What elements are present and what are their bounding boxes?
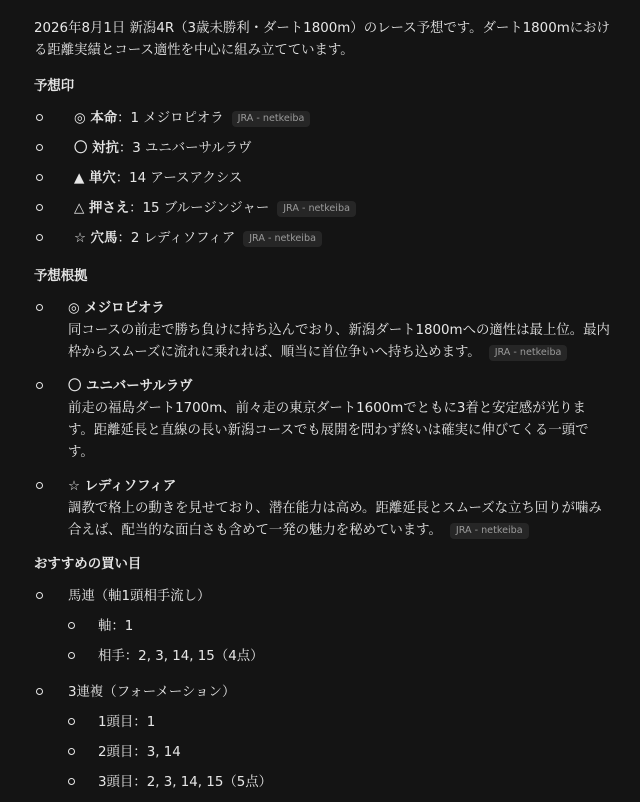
mark-item: ☆ 穴馬：2 レディソフィア JRA - netkeiba	[34, 228, 610, 258]
mark-value: 1 メジロピオラ	[130, 111, 224, 126]
source-chip[interactable]: JRA - netkeiba	[489, 345, 568, 361]
reason-text-block	[68, 320, 610, 364]
bullet-icon	[36, 174, 43, 181]
bullet-icon	[68, 622, 75, 629]
mark-label: ▲ 単穴	[74, 171, 116, 186]
reason-title: ◎ メジロピオラ	[68, 301, 165, 316]
bet-sub-text: 軸：1	[98, 619, 134, 634]
source-chip[interactable]: JRA - netkeiba	[277, 201, 356, 217]
reason-text: 同コースの前走で勝ち負けに持ち込んでおり、新潟ダート1800mへの適性は最上位。最内枠からスムーズに流れに乗れれば、順当に首位争いへ持ち込めます。	[68, 323, 610, 360]
bet-sub-item	[34, 646, 610, 676]
bullet-icon	[36, 144, 43, 151]
intro-paragraph: 2026年8月1日 新潟4R（3歳未勝利・ダート1800m）のレース予想です。ダート1800mにおける距離実績とコース適性を中心に組み立てています。	[34, 21, 610, 58]
bullet-icon	[36, 382, 43, 389]
reasons-list	[34, 298, 610, 542]
bet-label: 馬連（軸1頭相手流し）	[68, 589, 211, 604]
bullet-icon	[36, 304, 43, 311]
bullet-icon	[68, 778, 75, 785]
bullet-icon	[68, 652, 75, 659]
bullet-icon	[36, 204, 43, 211]
bets-list	[34, 586, 610, 802]
reasons-heading: 予想根拠	[34, 269, 88, 284]
bullet-icon	[36, 234, 43, 241]
bet-item	[34, 586, 610, 676]
bullet-icon	[36, 592, 43, 599]
mark-value: 3 ユニバーサルラヴ	[132, 141, 252, 156]
bets-heading: おすすめの買い目	[34, 557, 142, 572]
mark-value: 15 ブルージンジャー	[142, 201, 270, 216]
bet-sub-text: 1頭目：1	[98, 715, 156, 730]
mark-label: ☆ 穴馬	[74, 231, 118, 246]
bet-sub-text: 2頭目：3, 14	[98, 745, 181, 760]
reason-title: ☆ レディソフィア	[68, 479, 177, 494]
reason-item	[34, 298, 610, 364]
bet-sub-list	[68, 616, 610, 676]
mark-label: △ 押さえ	[74, 201, 130, 216]
bet-item	[34, 682, 610, 802]
bet-sub-list	[68, 712, 610, 802]
bet-sub-item	[34, 742, 610, 772]
marks-list	[34, 108, 610, 258]
bet-sub-text: 3頭目：2, 3, 14, 15（5点）	[98, 775, 273, 790]
bullet-icon	[68, 718, 75, 725]
mark-value: 2 レディソフィア	[130, 231, 236, 246]
bet-sub-item	[34, 616, 610, 646]
mark-value: 14 アースアクシス	[129, 171, 243, 186]
bullet-icon	[36, 688, 43, 695]
reason-text-block	[68, 498, 610, 542]
mark-item: ▲ 単穴：14 アースアクシス	[34, 168, 610, 198]
marks-heading: 予想印	[34, 79, 75, 94]
bet-sub-text: 相手：2, 3, 14, 15（4点）	[98, 649, 264, 664]
source-chip[interactable]: JRA - netkeiba	[450, 523, 529, 539]
mark-label: ◎ 本命	[74, 111, 118, 126]
reason-item	[34, 376, 610, 464]
bullet-icon	[36, 482, 43, 489]
mark-item: ◎ 本命：1 メジロピオラ JRA - netkeiba	[34, 108, 610, 138]
bet-sub-item	[34, 712, 610, 742]
reason-item	[34, 476, 610, 542]
source-chip[interactable]: JRA - netkeiba	[243, 231, 322, 247]
source-chip[interactable]: JRA - netkeiba	[232, 111, 311, 127]
reason-title: 〇 ユニバーサルラヴ	[68, 379, 193, 394]
reason-text: 前走の福島ダート1700m、前々走の東京ダート1600mでともに3着と安定感が光ります。距離延長と直線の長い新潟コースでも展開を問わず終いは確実に伸びてくる一頭です。	[68, 401, 589, 460]
bullet-icon	[36, 114, 43, 121]
bet-label: 3連複（フォーメーション）	[68, 685, 236, 700]
bullet-icon	[68, 748, 75, 755]
reason-text: 調教で格上の動きを見せており、潜在能力は高め。距離延長とスムーズな立ち回りが噛み合えば、配当的な面白さも含めて一発の魅力を秘めています。	[68, 501, 602, 538]
mark-item: 〇 対抗：3 ユニバーサルラヴ	[34, 138, 610, 168]
mark-item: △ 押さえ：15 ブルージンジャー JRA - netkeiba	[34, 198, 610, 228]
mark-label: 〇 対抗	[74, 141, 119, 156]
